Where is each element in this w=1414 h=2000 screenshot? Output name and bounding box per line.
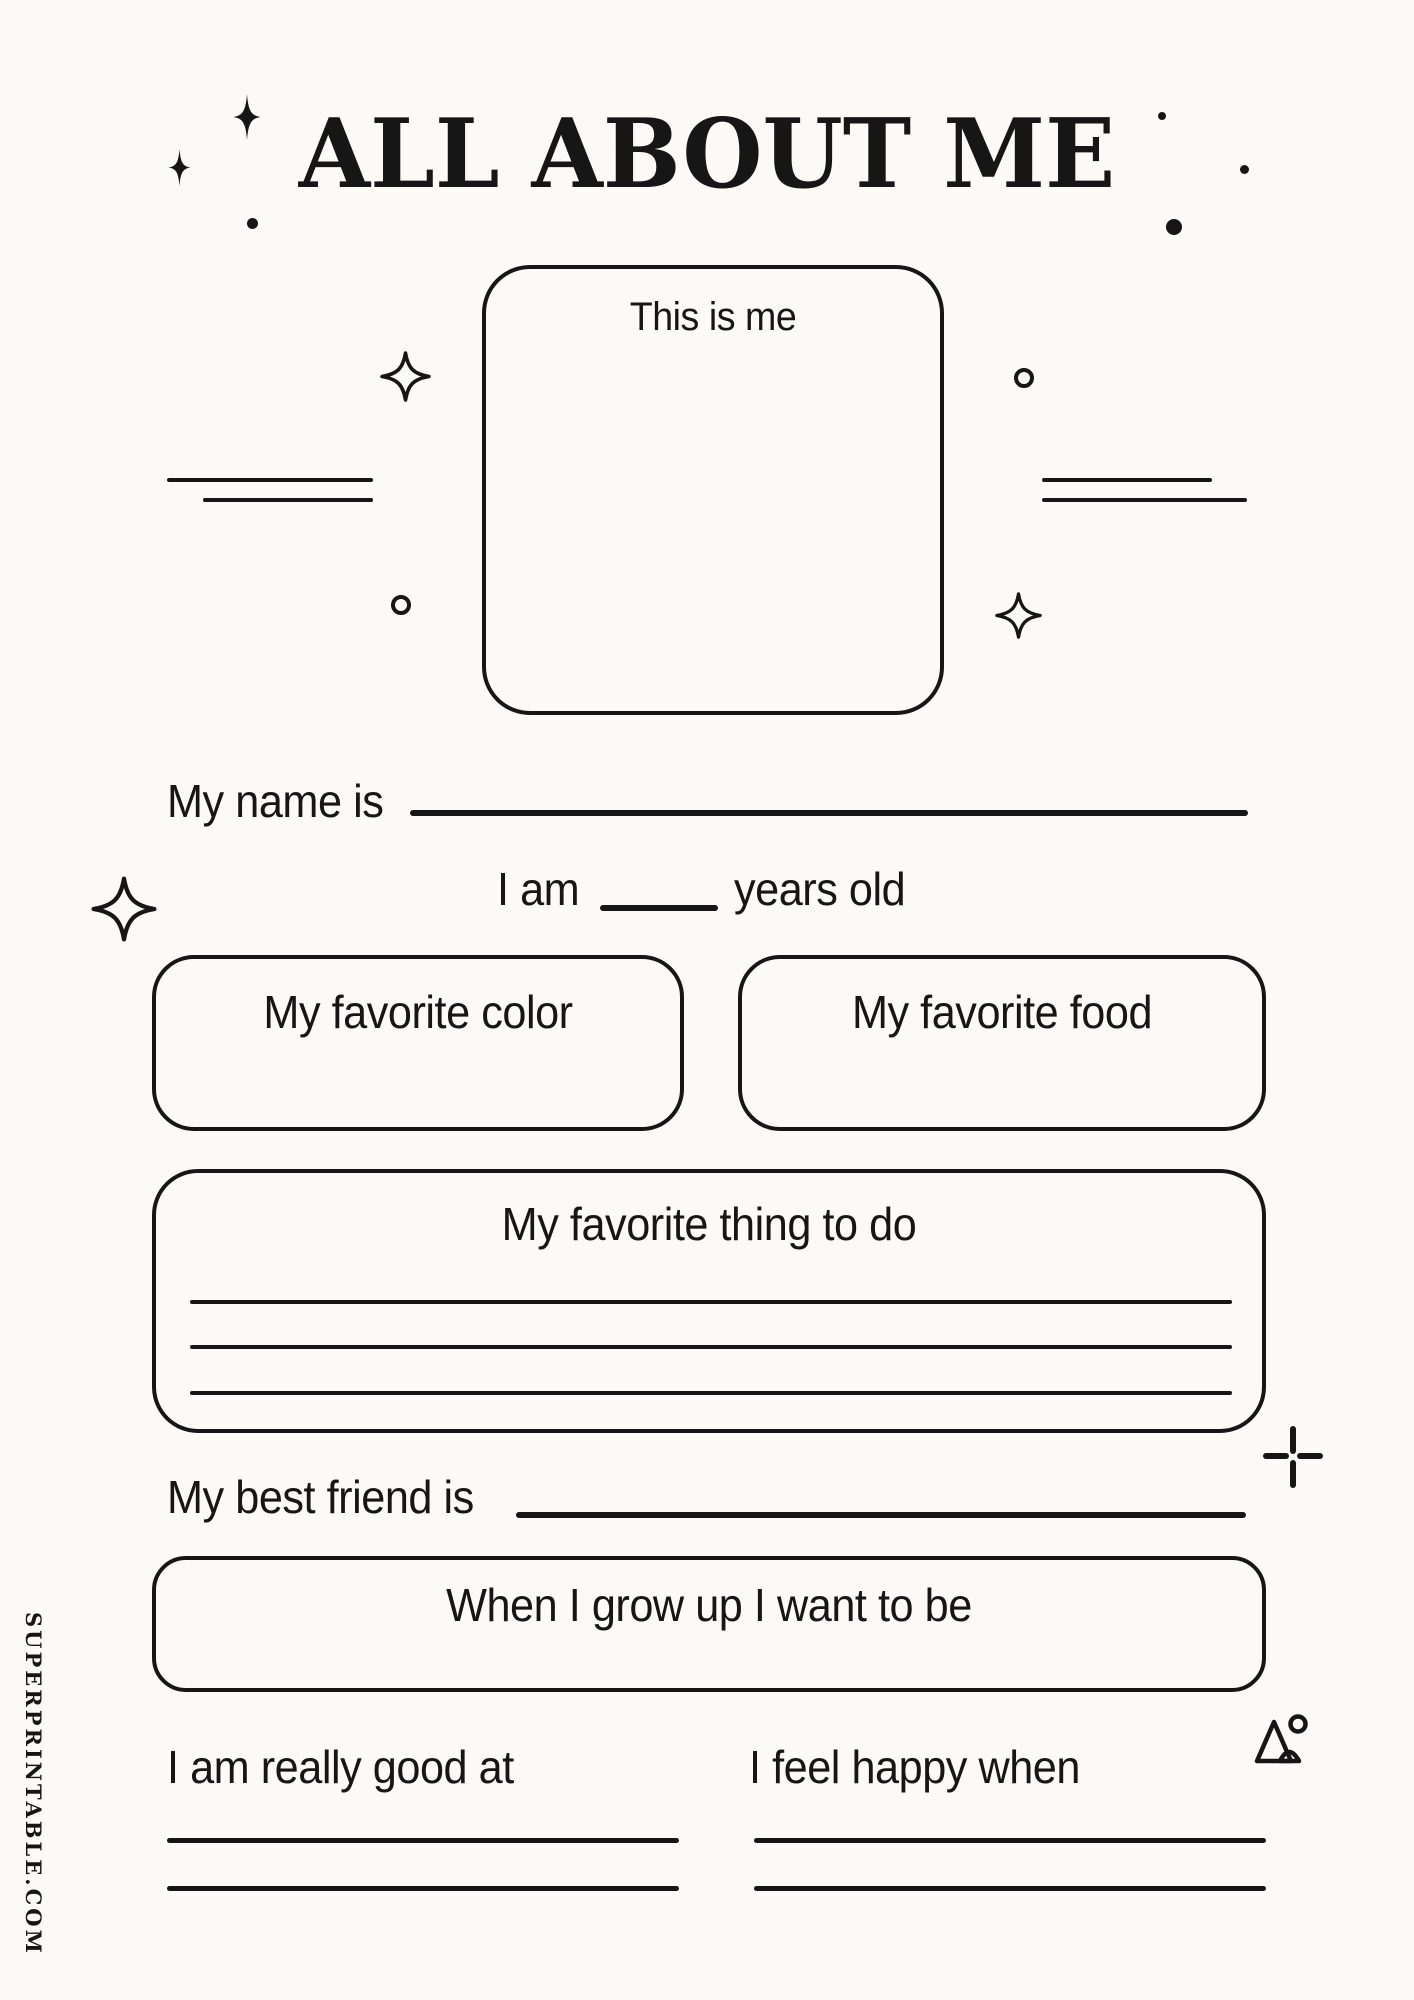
sparkle-star-outline-icon <box>91 876 157 942</box>
favorite-color-label: My favorite color <box>263 986 573 1038</box>
good-at-label: I am really good at <box>167 1741 514 1793</box>
favorite-color-box[interactable] <box>152 955 684 1131</box>
crosshair-plus-icon <box>1259 1422 1327 1490</box>
dot-icon <box>247 218 258 229</box>
good-at-write-line[interactable] <box>167 1838 679 1843</box>
mountain-landscape-icon <box>1254 1714 1312 1766</box>
decor-line <box>1042 478 1212 482</box>
sparkle-star-icon <box>168 149 191 186</box>
dot-icon <box>1166 219 1182 235</box>
happy-when-write-line[interactable] <box>754 1838 1266 1843</box>
grow-up-label: When I grow up I want to be <box>446 1579 972 1631</box>
favorite-thing-write-line[interactable] <box>190 1391 1232 1395</box>
small-circle-icon <box>391 595 411 615</box>
best-friend-write-line[interactable] <box>516 1512 1246 1518</box>
site-watermark: SUPERPRINTABLE.COM <box>21 1612 46 1956</box>
sparkle-star-outline-icon <box>380 351 431 402</box>
favorite-food-label: My favorite food <box>851 986 1153 1038</box>
favorite-food-box[interactable] <box>738 955 1266 1131</box>
decor-line <box>167 478 373 482</box>
dot-icon <box>1158 112 1166 120</box>
sparkle-star-icon <box>233 94 261 140</box>
favorite-thing-box[interactable] <box>152 1169 1266 1433</box>
page-title: ALL ABOUT ME <box>298 97 1116 210</box>
name-write-line[interactable] <box>410 810 1248 816</box>
grow-up-box[interactable] <box>152 1556 1266 1692</box>
sparkle-star-outline-icon <box>995 592 1042 639</box>
decor-line <box>1042 498 1247 502</box>
best-friend-label: My best friend is <box>167 1471 474 1523</box>
decor-line <box>203 498 373 502</box>
photo-box-label: This is me <box>629 295 797 339</box>
happy-when-label: I feel happy when <box>749 1741 1080 1793</box>
age-field-prefix: I am <box>497 863 580 915</box>
favorite-thing-write-line[interactable] <box>190 1300 1232 1304</box>
favorite-thing-label: My favorite thing to do <box>501 1198 917 1250</box>
good-at-write-line[interactable] <box>167 1886 679 1891</box>
happy-when-write-line[interactable] <box>754 1886 1266 1891</box>
dot-icon <box>1240 165 1249 174</box>
photo-drawing-box[interactable] <box>482 265 944 715</box>
small-circle-icon <box>1014 368 1034 388</box>
age-field-suffix: years old <box>734 863 906 915</box>
favorite-thing-write-line[interactable] <box>190 1345 1232 1349</box>
age-write-line[interactable] <box>600 905 718 911</box>
name-field-label: My name is <box>167 775 384 827</box>
